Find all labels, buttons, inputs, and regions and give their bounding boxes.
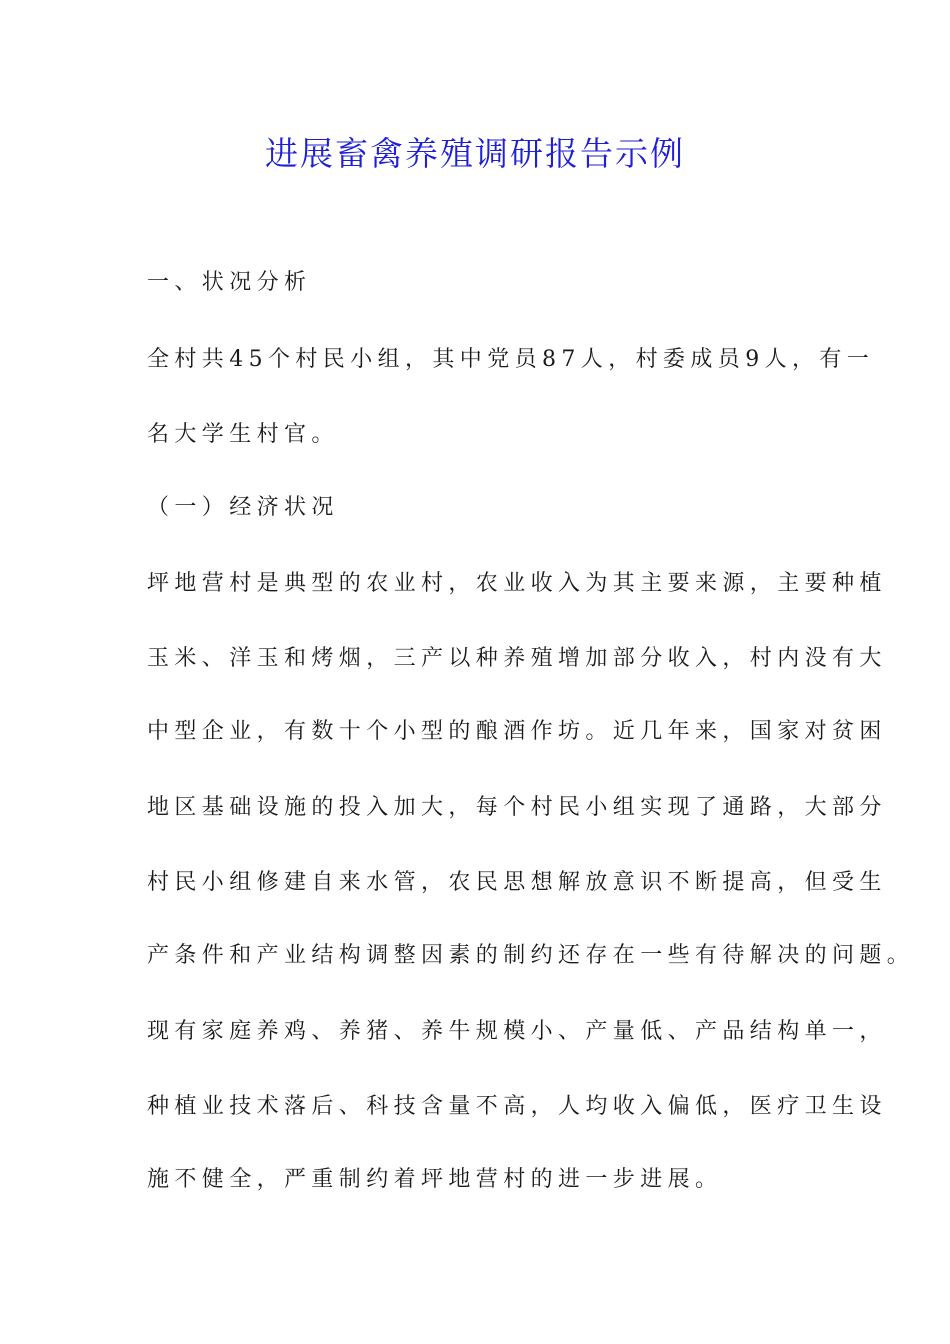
paragraph-line: 现有家庭养鸡、养猪、养牛规模小、产量低、产品结构单一， bbox=[147, 1019, 887, 1044]
paragraph-line: 中型企业，有数十个小型的酿酒作坊。近几年来，国家对贫困 bbox=[147, 719, 887, 744]
paragraph-line: 种植业技术落后、科技含量不高，人均收入偏低，医疗卫生设 bbox=[147, 1094, 887, 1119]
section-heading: 一、状况分析 bbox=[147, 270, 312, 295]
paragraph-line: 地区基础设施的投入加大，每个村民小组实现了通路，大部分 bbox=[147, 795, 887, 820]
paragraph-line: 施不健全，严重制约着坪地营村的进一步进展。 bbox=[147, 1167, 723, 1192]
paragraph-line: 坪地营村是典型的农业村，农业收入为其主要来源，主要种植 bbox=[147, 571, 887, 596]
paragraph-line: 村民小组修建自来水管，农民思想解放意识不断提高，但受生 bbox=[147, 870, 887, 895]
paragraph-line: 产条件和产业结构调整因素的制约还存在一些有待解决的问题。 bbox=[147, 943, 915, 968]
document-title: 进展畜禽养殖调研报告示例 bbox=[265, 134, 685, 173]
paragraph-line: 全村共45个村民小组，其中党员87人，村委成员9人，有一 bbox=[147, 347, 875, 372]
subsection-heading: （一）经济状况 bbox=[147, 495, 339, 520]
paragraph-line: 玉米、洋玉和烤烟，三产以种养殖增加部分收入，村内没有大 bbox=[147, 646, 887, 671]
paragraph-line: 名大学生村官。 bbox=[147, 422, 339, 447]
